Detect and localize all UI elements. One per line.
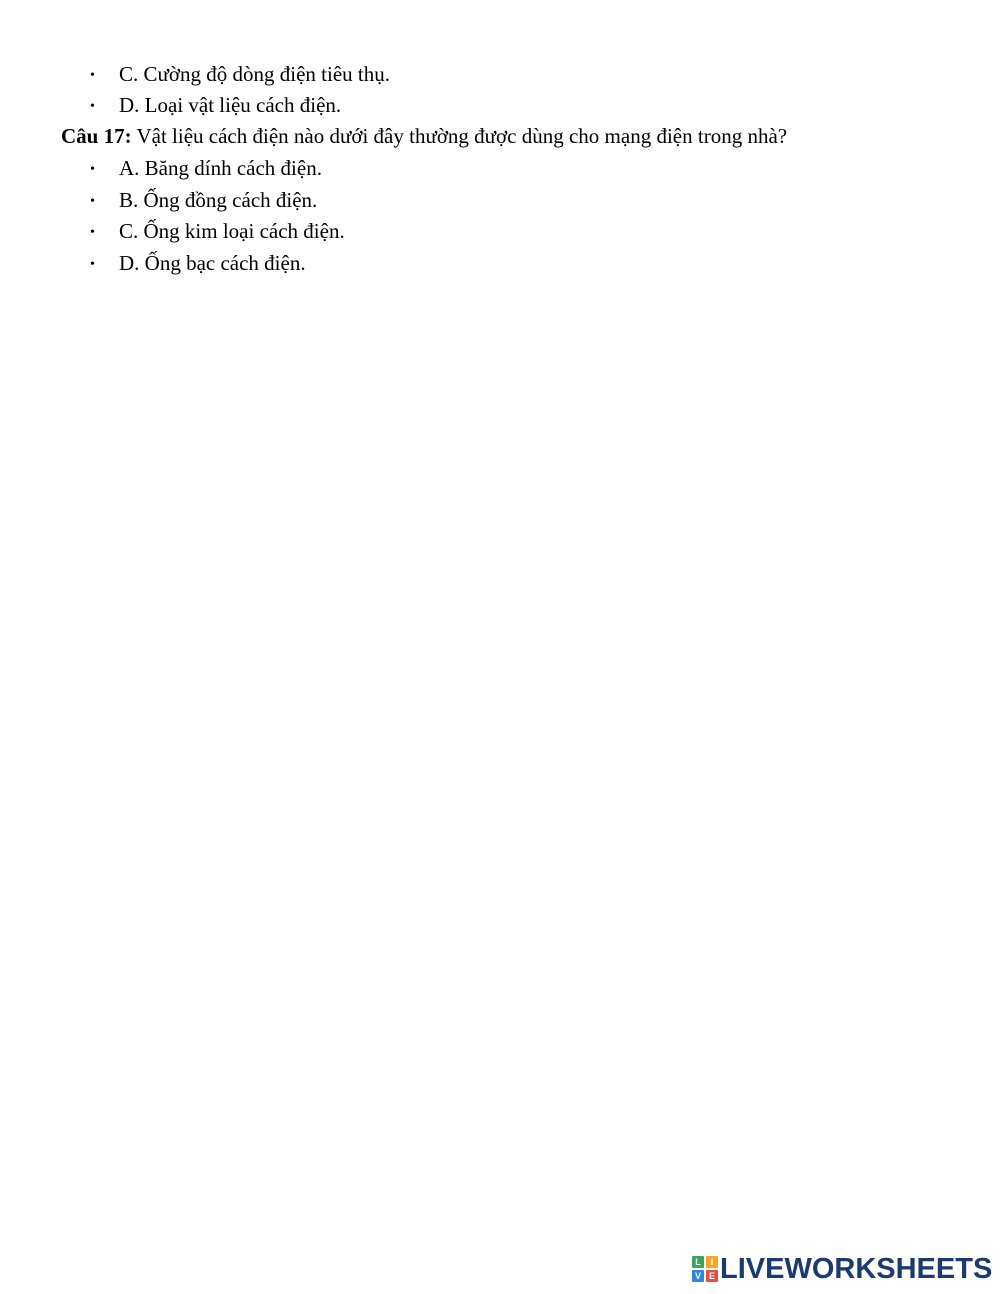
bullet-icon: •	[90, 194, 95, 209]
live-blocks-icon	[692, 1256, 718, 1282]
question-17	[61, 123, 787, 149]
bullet-icon: •	[90, 225, 95, 240]
option-d	[90, 250, 306, 278]
option-b	[90, 187, 317, 215]
option-text: B. Ống đồng cách điện.	[119, 188, 318, 212]
option-d-previous	[90, 92, 341, 120]
question-number: Câu 17:	[61, 124, 132, 148]
question-text: Vật liệu cách điện nào dưới đây thường được dùng cho mạng điện trong nhà?	[131, 124, 788, 148]
bullet-icon: •	[90, 257, 95, 272]
liveworksheets-logo	[692, 1254, 992, 1284]
option-text: D. Loại vật liệu cách điện.	[119, 93, 342, 117]
option-text: C. Ống kim loại cách điện.	[119, 219, 345, 243]
option-a	[90, 155, 322, 183]
option-text: A. Băng dính cách điện.	[119, 156, 322, 180]
logo-block-l: L	[692, 1256, 704, 1268]
option-c-previous	[90, 61, 390, 89]
logo-block-v: V	[692, 1270, 704, 1282]
option-c	[90, 218, 345, 246]
logo-block-i: I	[706, 1256, 718, 1268]
option-text: C. Cường độ dòng điện tiêu thụ.	[119, 62, 390, 86]
option-text: D. Ống bạc cách điện.	[119, 251, 306, 275]
bullet-icon: •	[90, 99, 95, 114]
bullet-icon: •	[90, 162, 95, 177]
bullet-icon: •	[90, 68, 95, 83]
logo-block-e: E	[706, 1270, 718, 1282]
brand-name: LIVEWORKSHEETS	[720, 1253, 993, 1285]
